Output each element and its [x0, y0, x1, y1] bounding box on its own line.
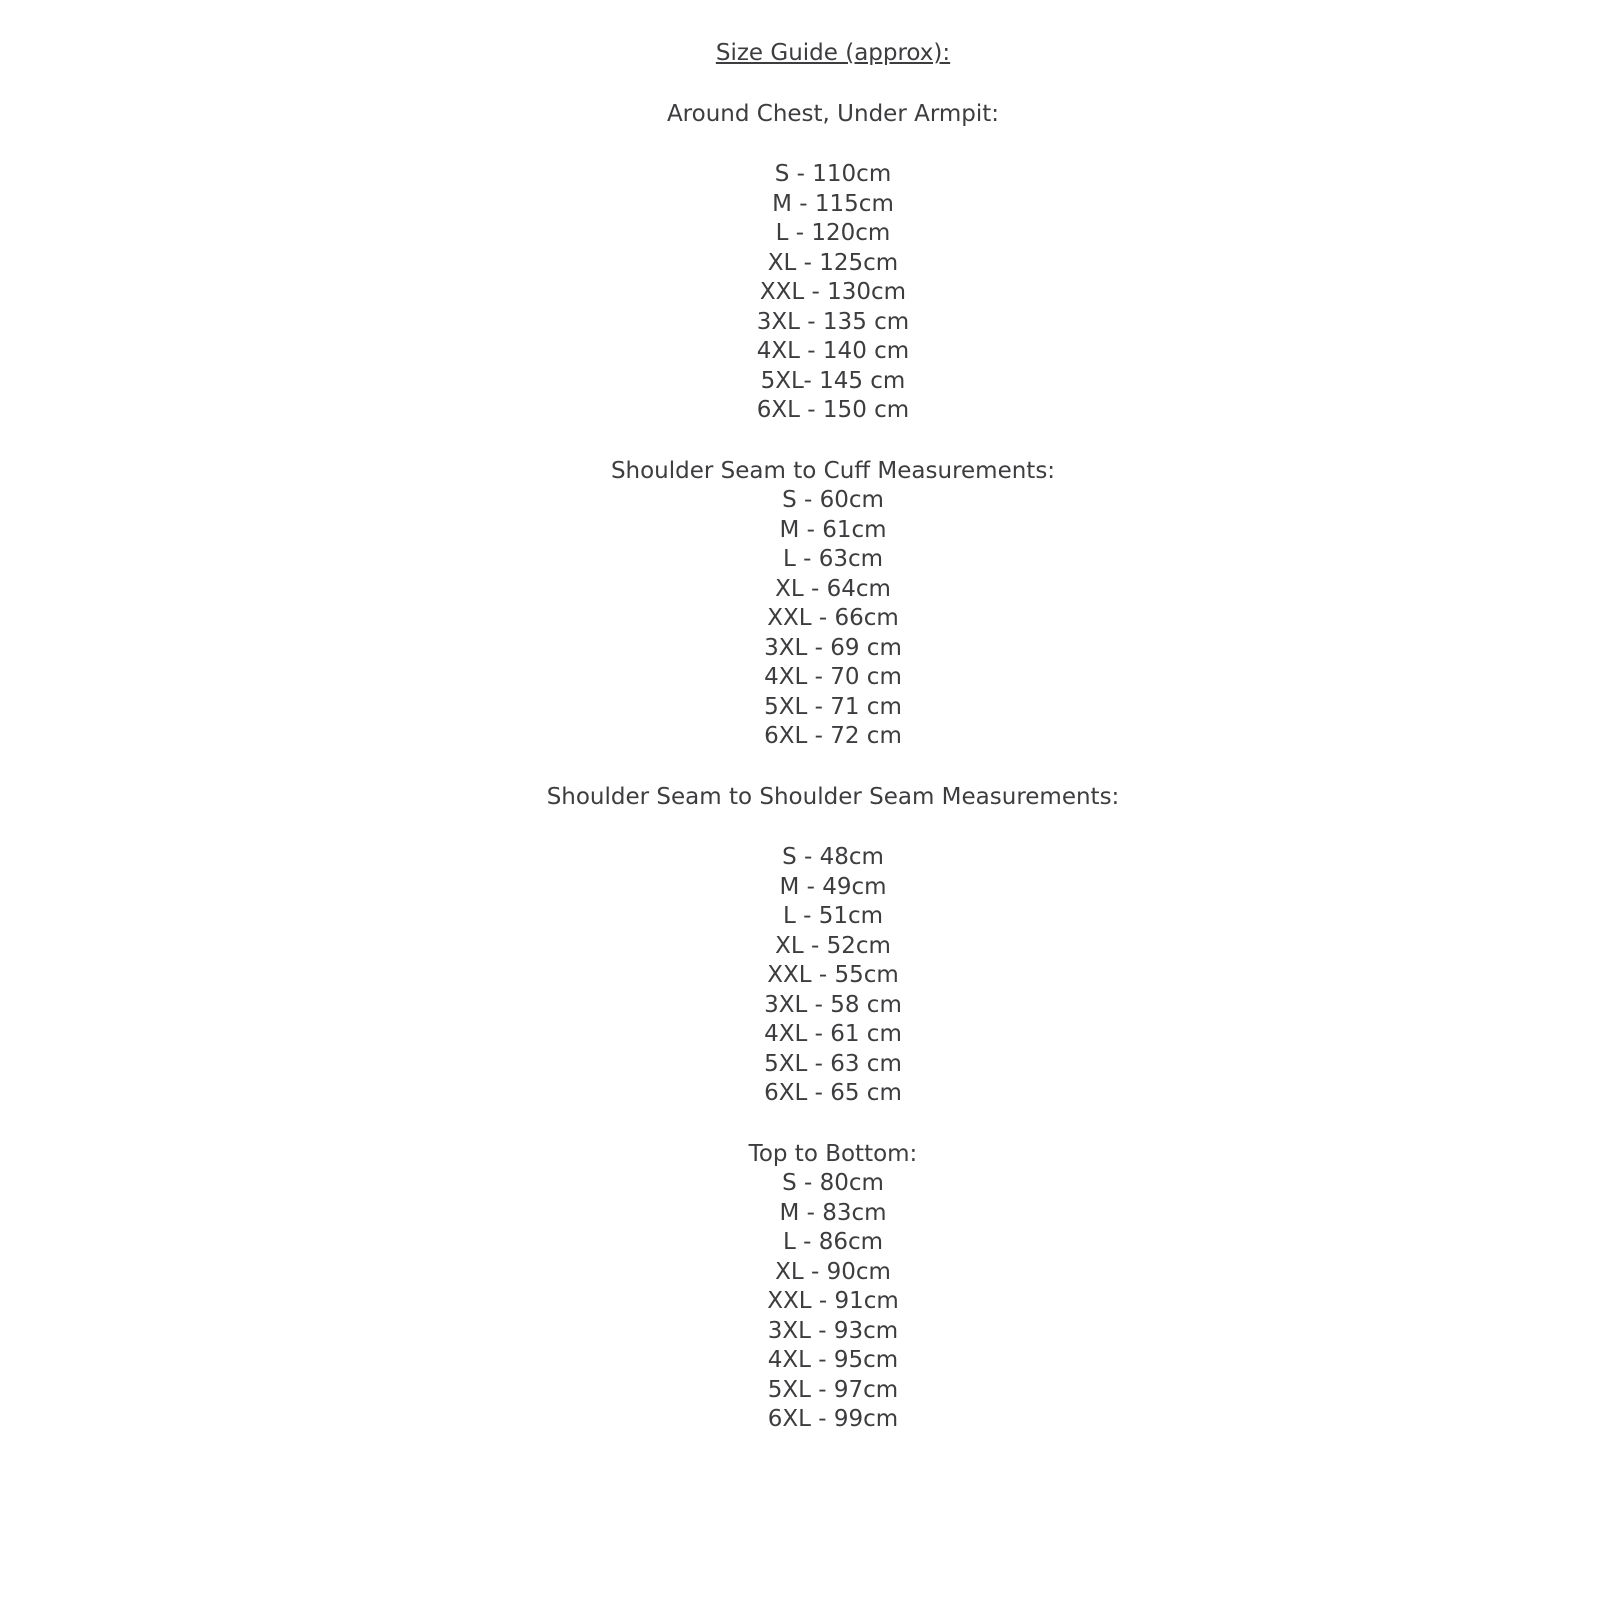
size-row: 3XL - 58 cm [764, 991, 902, 1018]
size-row: 4XL - 70 cm [764, 664, 902, 690]
size-row: XL - 125cm [767, 249, 899, 276]
size-row: 3XL - 135 cm [756, 308, 910, 335]
size-row: XXL - 66cm [767, 605, 899, 631]
size-row: 4XL - 61 cm [764, 1021, 902, 1047]
size-row: 3XL - 69 cm [764, 634, 902, 661]
size-row: 6XL - 99cm [767, 1406, 899, 1432]
section-heading: Shoulder Seam to Shoulder Seam Measurements: [546, 783, 1120, 810]
size-row: 3XL - 93cm [767, 1317, 899, 1344]
size-row: XXL - 55cm [767, 962, 899, 988]
section-heading: Shoulder Seam to Cuff Measurements: [610, 457, 1056, 484]
size-row: 5XL - 63 cm [764, 1050, 902, 1077]
size-list-shoulder-to-shoulder [66, 843, 1600, 1109]
section-heading: Around Chest, Under Armpit: [666, 100, 1000, 127]
size-row: 6XL - 150 cm [756, 397, 910, 423]
page-title: Size Guide (approx): [715, 40, 951, 66]
size-row: XL - 52cm [775, 932, 891, 959]
size-row: 5XL - 71 cm [764, 693, 902, 720]
size-row: L - 51cm [782, 903, 884, 929]
size-row: 4XL - 140 cm [756, 338, 910, 364]
size-row: L - 86cm [782, 1229, 884, 1255]
section-heading-around-chest [66, 100, 1600, 130]
size-row: S - 48cm [782, 844, 884, 870]
section-top-to-bottom [66, 1140, 1600, 1435]
size-row: XL - 64cm [775, 575, 891, 602]
size-row: M - 49cm [779, 873, 887, 900]
size-row: S - 110cm [774, 161, 892, 187]
size-row: S - 60cm [782, 487, 884, 513]
size-row: XXL - 130cm [759, 279, 907, 305]
section-heading: Top to Bottom: [748, 1140, 918, 1167]
section-heading-shoulder-to-shoulder [66, 783, 1600, 813]
section-shoulder-to-cuff [66, 457, 1600, 752]
size-row: 5XL- 145 cm [760, 367, 906, 394]
size-list-around-chest [66, 160, 1600, 426]
title-paragraph [66, 39, 1600, 69]
size-row: S - 80cm [782, 1170, 884, 1196]
size-row: 6XL - 72 cm [764, 723, 902, 749]
size-row: L - 63cm [782, 546, 884, 572]
size-row: M - 83cm [779, 1199, 887, 1226]
size-row: XXL - 91cm [767, 1288, 899, 1314]
size-row: 5XL - 97cm [767, 1376, 899, 1403]
size-row: M - 61cm [779, 516, 887, 543]
size-row: 4XL - 95cm [767, 1347, 899, 1373]
size-row: XL - 90cm [775, 1258, 891, 1285]
size-row: L - 120cm [775, 220, 891, 246]
size-row: 6XL - 65 cm [764, 1080, 902, 1106]
size-row: M - 115cm [772, 190, 894, 217]
